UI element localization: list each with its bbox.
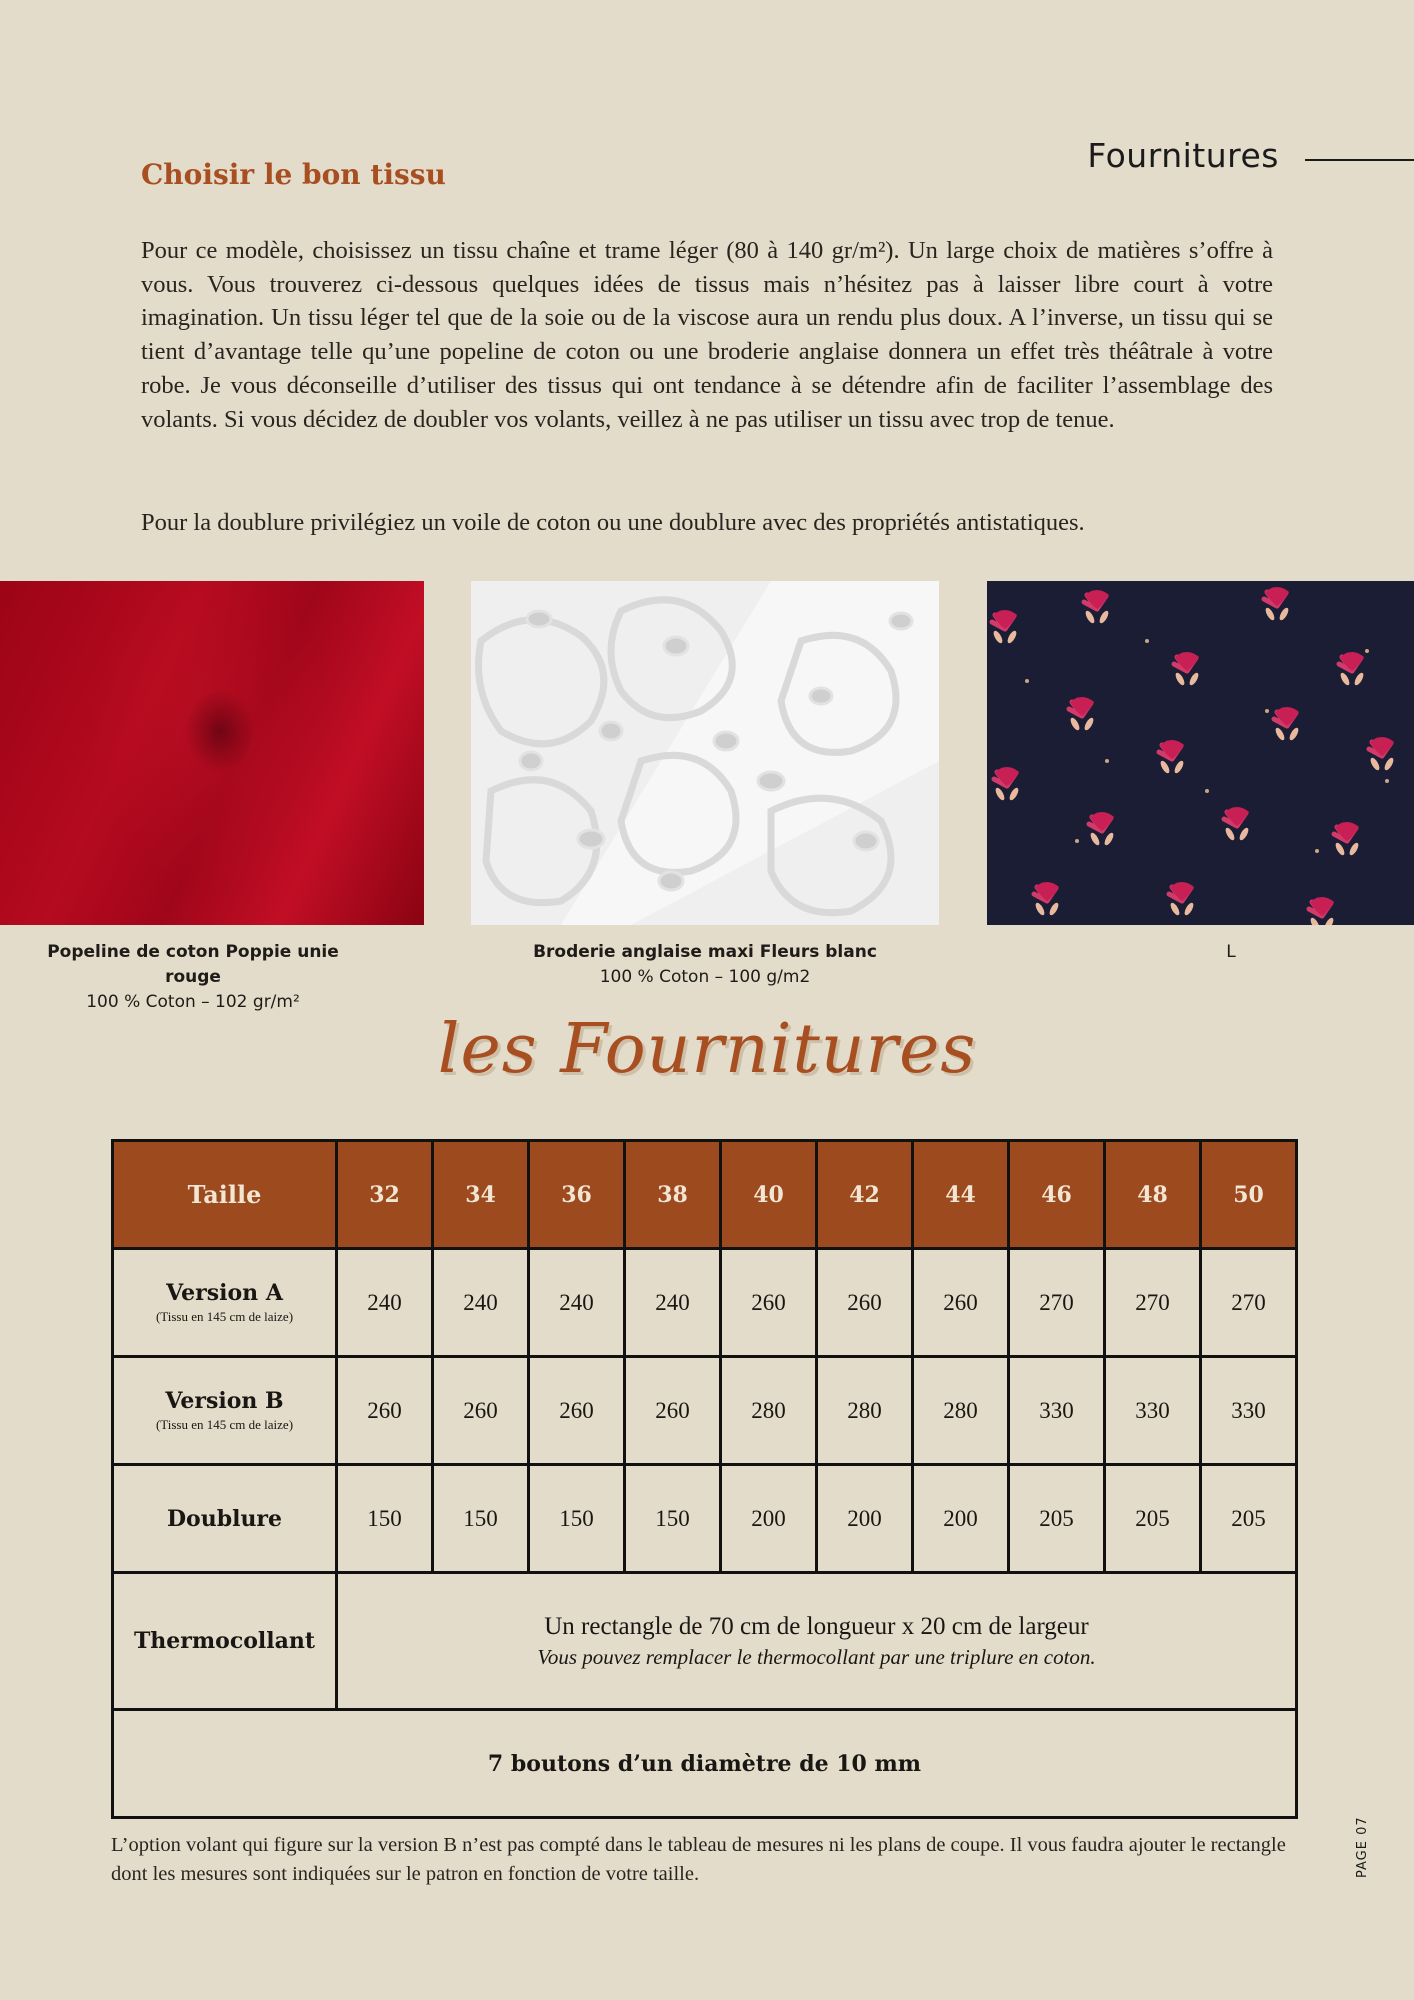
supplies-table	[111, 1139, 1298, 1819]
table-cell: 240	[433, 1249, 529, 1357]
table-cell: 260	[721, 1249, 817, 1357]
table-cell: 240	[337, 1249, 433, 1357]
section-rule	[1305, 159, 1414, 161]
fabric-caption-1	[28, 940, 358, 1015]
row-title: Version A	[166, 1280, 283, 1306]
table-cell: 150	[625, 1465, 721, 1573]
table-row-doublure	[113, 1465, 1297, 1573]
size-header-label: Taille	[113, 1141, 337, 1249]
table-cell: 200	[913, 1465, 1009, 1573]
table-cell: 260	[625, 1357, 721, 1465]
table-cell: 200	[721, 1465, 817, 1573]
size-header-cell: 50	[1201, 1141, 1297, 1249]
fabric-detail: L	[1226, 942, 1236, 962]
fabric-detail: 100 % Coton – 100 g/m2	[599, 967, 811, 987]
fabric-caption-2	[515, 940, 895, 990]
row-label-cell	[113, 1573, 337, 1710]
table-cell: 260	[913, 1249, 1009, 1357]
thermo-text: Un rectangle de 70 cm de longueur x 20 cm de largeur	[544, 1612, 1089, 1640]
size-header-cell: 40	[721, 1141, 817, 1249]
section-label: Fournitures	[1087, 136, 1279, 175]
size-header-cell: 42	[817, 1141, 913, 1249]
size-header-cell: 34	[433, 1141, 529, 1249]
thermo-description-cell	[337, 1573, 1297, 1710]
table-cell: 150	[433, 1465, 529, 1573]
table-cell: 280	[817, 1357, 913, 1465]
intro-paragraph: Pour ce modèle, choisissez un tissu chaîne et trame léger (80 à 140 gr/m²). Un large choix de matières s’offre à vous. Vous trouverez ci-dessous quelques idées de tissus mais n’hésitez pas à laisser libre court à votre imagination. Un tissu léger tel que de la soie ou de la viscose aura un rendu plus doux. A l’inverse, un tissu qui se tient d’avantage telle qu’une popeline de coton ou une broderie anglaise donnera un effet très théâtrale à votre robe. Je vous déconseille d’utiliser des tissus qui ont tendance à se détendre afin de faciliter l’assemblage des volants. Si vous décidez de doubler vos volants, veillez à ne pas utiliser un tissu avec trop de tenue.	[141, 237, 1273, 433]
table-row-version-b	[113, 1357, 1297, 1465]
fabric-detail: 100 % Coton – 102 gr/m²	[86, 992, 300, 1012]
table-cell: 260	[337, 1357, 433, 1465]
fabric-name: Broderie anglaise maxi Fleurs blanc	[533, 942, 877, 962]
page-heading: Choisir le bon tissu	[141, 158, 446, 191]
table-cell: 260	[529, 1357, 625, 1465]
table-cell: 240	[529, 1249, 625, 1357]
size-header-cell: 46	[1009, 1141, 1105, 1249]
row-note: (Tissu en 145 cm de laize)	[155, 1309, 294, 1324]
row-title: Doublure	[166, 1505, 283, 1532]
table-cell: 270	[1009, 1249, 1105, 1357]
fabric-name: Popeline de coton Poppie unie rouge	[47, 942, 339, 987]
table-cell: 330	[1009, 1357, 1105, 1465]
footnote: L’option volant qui figure sur la version B n’est pas compté dans le tableau de mesures ni les plans de coupe. Il vous faudra ajouter le rectangle dont les mesures sont indiquées sur le patron en fonction de votre taille.	[111, 1834, 1286, 1885]
size-header-cell: 38	[625, 1141, 721, 1249]
table-cell: 280	[913, 1357, 1009, 1465]
table-cell: 270	[1201, 1249, 1297, 1357]
thermo-note: Vous pouvez remplacer le thermocollant par une triplure en coton.	[537, 1644, 1096, 1669]
table-cell: 150	[337, 1465, 433, 1573]
table-cell: 205	[1201, 1465, 1297, 1573]
table-cell: 200	[817, 1465, 913, 1573]
row-label-cell	[113, 1465, 337, 1573]
table-cell: 205	[1009, 1465, 1105, 1573]
table-row-version-a	[113, 1249, 1297, 1357]
fabric-photo-red-poplin	[0, 581, 424, 925]
size-header-cell: 36	[529, 1141, 625, 1249]
size-header-cell: 48	[1105, 1141, 1201, 1249]
table-cell: 270	[1105, 1249, 1201, 1357]
table-cell: 330	[1105, 1357, 1201, 1465]
lining-paragraph: Pour la doublure privilégiez un voile de coton ou une doublure avec des propriétés antistatiques.	[141, 509, 1085, 536]
row-title: Thermocollant	[133, 1628, 316, 1654]
fabric-caption-3	[1131, 940, 1331, 965]
table-cell: 205	[1105, 1465, 1201, 1573]
row-label-cell	[113, 1357, 337, 1465]
fabric-photo-navy-floral	[987, 581, 1414, 925]
row-note: (Tissu en 145 cm de laize)	[155, 1417, 294, 1432]
row-label-cell	[113, 1249, 337, 1357]
fabric-photo-broderie-anglaise	[471, 581, 939, 925]
row-title: Version B	[165, 1388, 284, 1414]
table-cell: 260	[817, 1249, 913, 1357]
table-cell: 260	[433, 1357, 529, 1465]
table-cell: 150	[529, 1465, 625, 1573]
page-number: PAGE 07	[1355, 1816, 1370, 1878]
size-header-row	[113, 1141, 1297, 1249]
table-row-buttons	[113, 1710, 1297, 1818]
size-header-cell: 44	[913, 1141, 1009, 1249]
table-cell: 280	[721, 1357, 817, 1465]
table-cell: 330	[1201, 1357, 1297, 1465]
table-row-thermocollant	[113, 1573, 1297, 1710]
supplies-table-wrapper	[111, 1139, 1298, 1819]
buttons-cell: 7 boutons d’un diamètre de 10 mm	[113, 1710, 1297, 1818]
table-cell: 240	[625, 1249, 721, 1357]
supplies-title: les Fournitures	[437, 1010, 977, 1089]
size-header-cell: 32	[337, 1141, 433, 1249]
